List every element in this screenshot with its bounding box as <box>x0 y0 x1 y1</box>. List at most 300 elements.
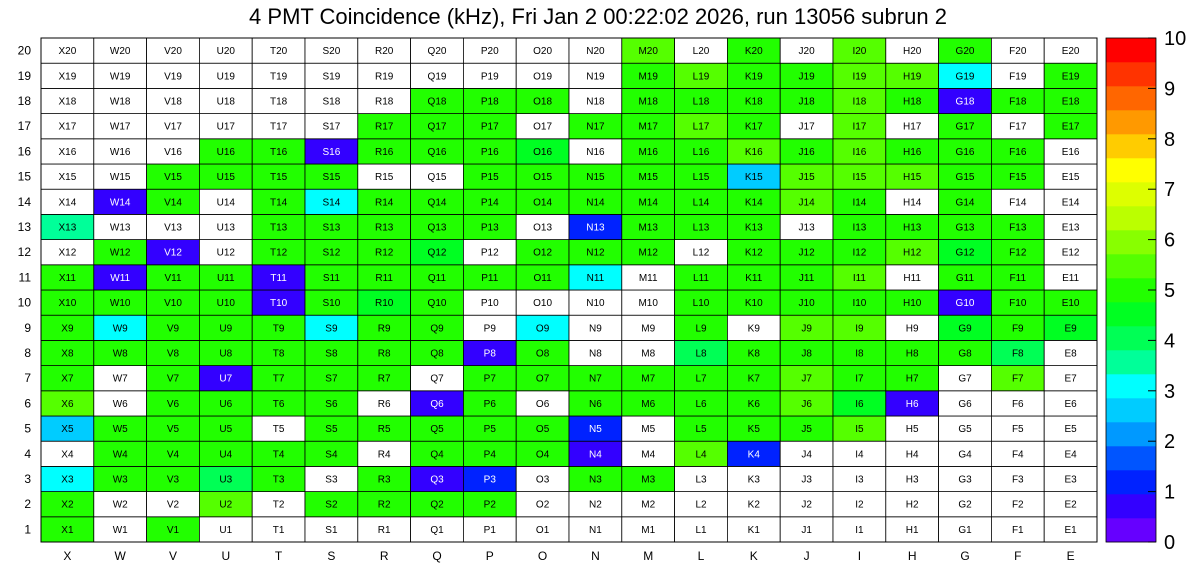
cell-label: M16 <box>638 146 658 158</box>
cell-label: U16 <box>216 146 235 158</box>
color-scale-tick-label: 2 <box>1164 431 1176 454</box>
cell-label: T8 <box>272 348 285 360</box>
cell-label: S19 <box>322 71 341 83</box>
cell-label: S8 <box>325 348 338 360</box>
x-tick-label: I <box>857 549 862 563</box>
color-scale-swatch <box>1106 350 1156 374</box>
cell-label: X20 <box>58 46 77 58</box>
cell-label: M11 <box>638 272 658 284</box>
cell-label: K17 <box>744 121 763 133</box>
cell-label: I1 <box>855 524 864 536</box>
cell-label: U10 <box>216 298 235 310</box>
cell-label: W15 <box>109 172 131 184</box>
cell-label: S4 <box>325 449 338 461</box>
cell-label: H17 <box>903 121 922 133</box>
cell-label: F14 <box>1009 197 1027 209</box>
cell-label: R5 <box>377 424 391 436</box>
cell-label: W3 <box>112 474 128 486</box>
cell-label: F3 <box>1011 474 1024 486</box>
cell-label: U6 <box>219 398 233 410</box>
cell-label: G20 <box>955 46 975 58</box>
cell-label: S17 <box>322 121 341 133</box>
cell-label: J2 <box>801 499 812 511</box>
y-tick-label: 11 <box>18 270 31 285</box>
cell-label: J3 <box>801 474 812 486</box>
cell-label: R19 <box>375 71 394 83</box>
cell-label: X10 <box>58 298 77 310</box>
cell-label: G13 <box>955 222 975 234</box>
x-tick-label: J <box>803 549 810 563</box>
cell-label: G7 <box>958 373 972 385</box>
cell-label: P16 <box>480 146 499 158</box>
color-scale-swatch <box>1106 494 1156 518</box>
x-tick-label: S <box>327 549 336 563</box>
cell-label: V7 <box>166 373 180 385</box>
cell-label: K7 <box>747 373 760 385</box>
cell-label: P8 <box>483 348 496 360</box>
cell-label: N16 <box>586 146 605 158</box>
cell-label: J18 <box>798 96 815 108</box>
cell-label: P5 <box>483 424 496 436</box>
cell-label: W2 <box>112 499 128 511</box>
y-tick-label: 10 <box>17 295 31 310</box>
cell-label: E8 <box>1064 348 1077 360</box>
cell-label: W4 <box>112 449 128 461</box>
cell-label: F5 <box>1011 424 1024 436</box>
cell-label: U7 <box>219 373 233 385</box>
y-tick-label: 19 <box>17 68 31 83</box>
y-tick-label: 3 <box>24 472 31 486</box>
cell-label: S5 <box>325 424 338 436</box>
cell-label: Q16 <box>427 146 447 158</box>
cell-label: X18 <box>58 96 77 108</box>
cell-label: N17 <box>586 121 605 133</box>
cell-label: G12 <box>955 247 975 259</box>
cell-label: U13 <box>216 222 235 234</box>
cell-label: N19 <box>586 71 605 83</box>
cell-label: E14 <box>1061 197 1080 209</box>
cell-label: J4 <box>801 449 812 461</box>
cell-label: U4 <box>219 449 233 461</box>
cell-label: X15 <box>58 172 77 184</box>
cell-label: X14 <box>58 197 77 209</box>
color-scale-swatch <box>1106 254 1156 278</box>
cell-label: G4 <box>958 449 972 461</box>
cell-label: J12 <box>798 247 815 259</box>
cell-label: W17 <box>109 121 131 133</box>
cell-label: S1 <box>325 524 338 536</box>
cell-label: E12 <box>1061 247 1080 259</box>
cell-label: I9 <box>855 323 864 335</box>
cell-label: T14 <box>269 197 288 209</box>
cell-label: J15 <box>798 172 815 184</box>
cell-label: L13 <box>692 222 710 234</box>
color-scale-tick-label: 4 <box>1164 330 1176 353</box>
cell-label: H5 <box>905 424 919 436</box>
heatmap-cells <box>41 38 1097 542</box>
color-scale-tick-label: 3 <box>1164 380 1176 403</box>
cell-label: Q11 <box>427 272 447 284</box>
cell-label: Q5 <box>430 424 444 436</box>
cell-label: H2 <box>905 499 919 511</box>
x-tick-label: G <box>960 549 970 563</box>
cell-label: N8 <box>589 348 602 360</box>
cell-label: G19 <box>955 71 975 83</box>
cell-label: N20 <box>586 46 605 58</box>
cell-label: W8 <box>112 348 128 360</box>
cell-label: F8 <box>1011 348 1024 360</box>
cell-label: L19 <box>692 71 710 83</box>
cell-label: Q3 <box>430 474 444 486</box>
cell-label: J8 <box>801 348 812 360</box>
cell-label: J1 <box>801 524 812 536</box>
cell-label: S3 <box>325 474 338 486</box>
cell-label: J14 <box>798 197 815 209</box>
cell-label: N4 <box>589 449 602 461</box>
cell-label: G6 <box>958 398 972 410</box>
cell-label: F20 <box>1009 46 1027 58</box>
cell-label: U5 <box>219 424 233 436</box>
cell-label: X1 <box>61 524 74 536</box>
cell-label: E18 <box>1061 96 1080 108</box>
cell-label: O1 <box>535 524 550 536</box>
cell-label: G2 <box>958 499 972 511</box>
x-tick-label: P <box>485 549 494 563</box>
cell-label: X4 <box>61 449 74 461</box>
cell-label: J13 <box>798 222 815 234</box>
cell-label: W13 <box>109 222 131 234</box>
cell-label: S11 <box>322 272 340 284</box>
cell-label: R4 <box>377 449 391 461</box>
cell-label: M12 <box>638 247 658 259</box>
cell-label: S2 <box>325 499 338 511</box>
cell-label: V11 <box>164 272 182 284</box>
cell-label: W5 <box>112 424 128 436</box>
cell-label: R11 <box>375 272 394 284</box>
color-scale-swatch <box>1106 326 1156 350</box>
cell-label: O8 <box>535 348 550 360</box>
cell-label: F11 <box>1009 272 1027 284</box>
cell-label: I8 <box>855 348 864 360</box>
cell-label: T19 <box>269 71 288 83</box>
cell-label: J7 <box>801 373 812 385</box>
x-axis-ticks <box>63 549 1074 563</box>
cell-label: E1 <box>1064 524 1077 536</box>
cell-label: M19 <box>638 71 658 83</box>
cell-label: P15 <box>480 172 499 184</box>
cell-label: M4 <box>641 449 656 461</box>
cell-label: K8 <box>747 348 760 360</box>
y-tick-label: 4 <box>24 446 31 461</box>
cell-label: L17 <box>692 121 710 133</box>
cell-label: R8 <box>377 348 391 360</box>
cell-label: S16 <box>322 146 341 158</box>
cell-label: H6 <box>905 398 919 410</box>
cell-label: S9 <box>325 323 338 335</box>
color-scale-swatch <box>1106 38 1156 62</box>
y-tick-label: 1 <box>24 522 31 537</box>
cell-label: M1 <box>641 524 656 536</box>
x-tick-label: X <box>63 549 72 563</box>
cell-label: N15 <box>586 172 605 184</box>
cell-label: U8 <box>219 348 233 360</box>
cell-label: G8 <box>958 348 972 360</box>
cell-label: V15 <box>164 172 182 184</box>
cell-label: T5 <box>272 424 285 436</box>
cell-label: I5 <box>855 424 864 436</box>
cell-label: H3 <box>905 474 919 486</box>
x-tick-label: Q <box>432 549 442 563</box>
x-tick-label: V <box>168 549 178 563</box>
y-tick-label: 9 <box>24 320 31 335</box>
cell-label: P19 <box>480 71 499 83</box>
cell-label: F6 <box>1011 398 1024 410</box>
cell-label: N13 <box>586 222 605 234</box>
cell-label: E5 <box>1064 424 1077 436</box>
cell-label: R14 <box>375 197 394 209</box>
cell-label: O5 <box>535 424 550 436</box>
cell-label: J6 <box>801 398 812 410</box>
cell-label: P4 <box>483 449 496 461</box>
cell-label: H18 <box>903 96 922 108</box>
cell-label: L18 <box>692 96 710 108</box>
cell-label: S18 <box>322 96 341 108</box>
y-tick-label: 7 <box>24 371 31 386</box>
cell-label: V20 <box>164 46 182 58</box>
cell-label: M7 <box>641 373 656 385</box>
cell-label: V9 <box>166 323 180 335</box>
cell-label: O15 <box>533 172 553 184</box>
cell-label: P20 <box>480 46 499 58</box>
cell-label: W10 <box>109 298 131 310</box>
cell-label: K6 <box>747 398 760 410</box>
cell-label: J17 <box>798 121 815 133</box>
cell-label: G14 <box>955 197 975 209</box>
cell-label: M18 <box>638 96 658 108</box>
cell-label: H8 <box>905 348 919 360</box>
cell-label: I6 <box>855 398 864 410</box>
cell-label: O7 <box>535 373 550 385</box>
cell-label: O3 <box>535 474 550 486</box>
cell-label: E11 <box>1062 272 1080 284</box>
cell-label: T20 <box>269 46 288 58</box>
cell-label: K13 <box>744 222 763 234</box>
cell-label: P2 <box>483 499 496 511</box>
cell-label: O12 <box>533 247 553 259</box>
cell-label: L12 <box>692 247 710 259</box>
cell-label: U9 <box>219 323 233 335</box>
color-scale-swatch <box>1106 470 1156 494</box>
cell-label: W19 <box>109 71 131 83</box>
cell-label: P14 <box>480 197 499 209</box>
cell-label: V3 <box>166 474 180 486</box>
cell-label: Q13 <box>427 222 447 234</box>
cell-label: R2 <box>377 499 391 511</box>
cell-label: H14 <box>903 197 922 209</box>
cell-label: Q15 <box>427 172 447 184</box>
cell-label: G3 <box>958 474 972 486</box>
cell-label: X12 <box>58 247 77 259</box>
color-scale-swatch <box>1106 158 1156 182</box>
cell-label: U1 <box>219 524 233 536</box>
cell-label: S10 <box>322 298 341 310</box>
cell-label: W16 <box>109 146 131 158</box>
color-scale-swatch <box>1106 374 1156 398</box>
cell-label: X6 <box>61 398 74 410</box>
cell-label: U15 <box>216 172 235 184</box>
cell-label: F4 <box>1011 449 1024 461</box>
cell-label: E4 <box>1064 449 1077 461</box>
cell-label: I4 <box>855 449 864 461</box>
cell-label: O14 <box>533 197 553 209</box>
cell-label: Q8 <box>430 348 444 360</box>
cell-label: V12 <box>164 247 182 259</box>
cell-label: W7 <box>112 373 128 385</box>
y-tick-label: 20 <box>17 43 31 58</box>
cell-label: P1 <box>483 524 496 536</box>
cell-label: T17 <box>269 121 288 133</box>
x-tick-label: T <box>274 549 283 563</box>
cell-label: F2 <box>1011 499 1024 511</box>
cell-label: Q9 <box>430 323 444 335</box>
color-scale-swatch <box>1106 302 1156 326</box>
cell-label: K3 <box>747 474 760 486</box>
cell-label: M8 <box>641 348 656 360</box>
cell-label: N2 <box>589 499 602 511</box>
cell-label: M9 <box>641 323 656 335</box>
cell-label: J19 <box>798 71 815 83</box>
cell-label: T4 <box>272 449 285 461</box>
cell-label: G16 <box>955 146 975 158</box>
cell-label: H12 <box>903 247 922 259</box>
cell-label: P11 <box>481 272 499 284</box>
color-scale-swatch <box>1106 134 1156 158</box>
cell-label: H19 <box>903 71 922 83</box>
cell-label: Q14 <box>427 197 447 209</box>
x-tick-label: O <box>537 549 548 563</box>
x-tick-label: U <box>221 549 231 563</box>
cell-label: X3 <box>61 474 74 486</box>
cell-label: S6 <box>325 398 338 410</box>
color-scale-swatch <box>1106 206 1156 230</box>
cell-label: V8 <box>166 348 180 360</box>
cell-label: N14 <box>586 197 605 209</box>
y-tick-label: 18 <box>17 94 31 108</box>
y-tick-label: 14 <box>17 194 31 209</box>
cell-label: U14 <box>216 197 235 209</box>
cell-label: Q6 <box>430 398 444 410</box>
cell-label: G11 <box>955 272 975 284</box>
cell-label: V13 <box>164 222 182 234</box>
cell-label: X2 <box>61 499 74 511</box>
cell-label: U18 <box>216 96 235 108</box>
cell-label: L8 <box>695 348 707 360</box>
cell-label: W9 <box>112 323 128 335</box>
cell-label: L1 <box>695 524 707 536</box>
cell-label: F10 <box>1009 298 1027 310</box>
cell-label: L9 <box>695 323 707 335</box>
cell-label: T3 <box>272 474 285 486</box>
cell-label: H16 <box>903 146 922 158</box>
cell-label: O20 <box>533 46 553 58</box>
cell-label: W20 <box>109 46 131 58</box>
y-tick-label: 5 <box>24 421 31 436</box>
cell-label: M14 <box>638 197 658 209</box>
cell-label: U20 <box>216 46 235 58</box>
cell-label: F13 <box>1009 222 1027 234</box>
cell-label: F9 <box>1011 323 1024 335</box>
cell-label: V18 <box>164 96 182 108</box>
cell-label: T9 <box>272 323 285 335</box>
cell-label: M2 <box>641 499 656 511</box>
cell-label: S7 <box>325 373 338 385</box>
cell-label: J10 <box>798 298 815 310</box>
cell-label: S13 <box>322 222 341 234</box>
color-scale-tick-label: 8 <box>1164 128 1176 151</box>
cell-label: N7 <box>589 373 602 385</box>
cell-label: R1 <box>377 524 391 536</box>
cell-label: T11 <box>270 272 287 284</box>
cell-label: X9 <box>61 323 74 335</box>
cell-label: Q10 <box>427 298 447 310</box>
cell-label: P17 <box>480 121 499 133</box>
cell-label: R3 <box>377 474 391 486</box>
color-scale-tick-label: 10 <box>1164 28 1187 50</box>
cell-label: N12 <box>586 247 605 259</box>
cell-label: R10 <box>375 298 394 310</box>
cell-label: X8 <box>61 348 74 360</box>
cell-label: L2 <box>695 499 707 511</box>
cell-label: H4 <box>905 449 919 461</box>
cell-label: M17 <box>638 121 658 133</box>
cell-label: Q18 <box>427 96 447 108</box>
cell-label: V4 <box>166 449 180 461</box>
cell-label: P7 <box>483 373 496 385</box>
cell-label: L10 <box>692 298 710 310</box>
cell-label: O9 <box>535 323 550 335</box>
cell-label: I20 <box>852 46 867 58</box>
cell-label: E13 <box>1061 222 1080 234</box>
cell-label: T13 <box>269 222 288 234</box>
cell-label: S20 <box>322 46 341 58</box>
cell-label: Q4 <box>430 449 444 461</box>
cell-label: T15 <box>269 172 288 184</box>
cell-label: W6 <box>112 398 128 410</box>
cell-label: M10 <box>638 298 658 310</box>
cell-label: Q17 <box>427 121 447 133</box>
cell-label: O4 <box>535 449 550 461</box>
cell-label: T6 <box>272 398 285 410</box>
cell-label: G9 <box>958 323 972 335</box>
cell-label: E17 <box>1061 121 1080 133</box>
cell-label: U19 <box>216 71 235 83</box>
x-tick-label: R <box>379 549 389 563</box>
cell-label: Q7 <box>430 373 444 385</box>
x-tick-label: E <box>1066 549 1075 563</box>
cell-label: U2 <box>219 499 233 511</box>
cell-label: K2 <box>747 499 760 511</box>
cell-label: I16 <box>852 146 867 158</box>
color-scale-swatch <box>1106 446 1156 470</box>
cell-label: S12 <box>322 247 341 259</box>
y-tick-label: 13 <box>17 220 31 234</box>
cell-label: R16 <box>375 146 394 158</box>
cell-label: E3 <box>1064 474 1077 486</box>
cell-label: I17 <box>852 121 867 133</box>
cell-label: O13 <box>533 222 553 234</box>
color-scale-swatch <box>1106 110 1156 134</box>
cell-label: K11 <box>745 272 763 284</box>
